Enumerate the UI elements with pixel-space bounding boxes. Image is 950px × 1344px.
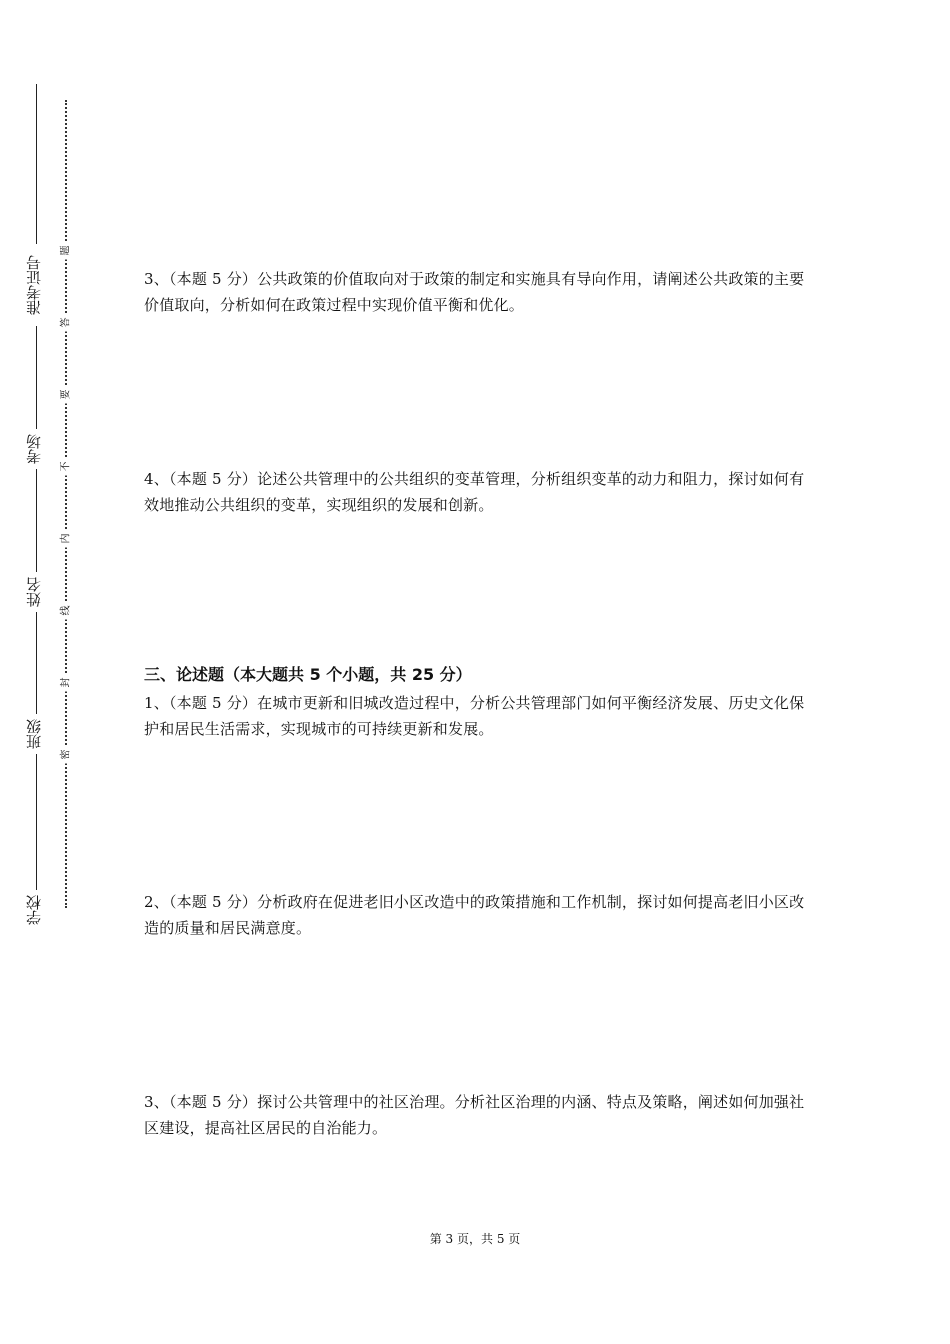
seal-cut-line bbox=[54, 100, 78, 908]
cut-char: 要 bbox=[60, 386, 73, 404]
question-2-4: 4、（本题 5 分）论述公共管理中的公共组织的变革管理，分析组织变革的动力和阻力，探讨如何有效地推动公共组织的变革，实现组织的发展和创新。 bbox=[144, 470, 805, 514]
binding-fields bbox=[22, 84, 52, 944]
cut-char: 密 bbox=[60, 746, 73, 764]
field-label-name: 姓名 bbox=[26, 572, 48, 612]
cut-char: 答 bbox=[60, 314, 73, 332]
question-3-1: 1、（本题 5 分）在城市更新和旧城改造过程中，分析公共管理部门如何平衡经济发展、历史文化保护和居民生活需求，实现城市的可持续更新和发展。 bbox=[144, 694, 805, 738]
cut-char: 内 bbox=[60, 530, 73, 548]
field-label-class: 班级 bbox=[26, 714, 48, 754]
cut-char: 题 bbox=[60, 242, 73, 260]
cut-char: 不 bbox=[60, 458, 73, 476]
field-label-school: 学校 bbox=[26, 890, 48, 930]
field-label-exam-room: 考场 bbox=[26, 429, 48, 469]
question-3-2: 2、（本题 5 分）分析政府在促进老旧小区改造中的政策措施和工作机制，探讨如何提高老旧小区改造的质量和居民满意度。 bbox=[144, 893, 805, 937]
cut-char: 线 bbox=[60, 602, 73, 620]
question-2-3: 3、（本题 5 分）公共政策的价值取向对于政策的制定和实施具有导向作用，请阐述公共政策的主要价值取向，分析如何在政策过程中实现价值平衡和优化。 bbox=[144, 270, 805, 314]
section-title: 三、论述题（本大题共 5 个小题，共 25 分） bbox=[144, 665, 472, 684]
field-label-exam-number: 准考证号 bbox=[26, 244, 48, 326]
page-number: 第 3 页，共 5 页 bbox=[429, 1232, 521, 1246]
cut-char: 封 bbox=[60, 674, 73, 692]
dotted-line bbox=[65, 100, 67, 908]
question-3-3: 3、（本题 5 分）探讨公共管理中的社区治理。分析社区治理的内涵、特点及策略，阐述如何加强社区建设，提高社区居民的自治能力。 bbox=[144, 1093, 805, 1137]
binding-line bbox=[36, 84, 37, 892]
